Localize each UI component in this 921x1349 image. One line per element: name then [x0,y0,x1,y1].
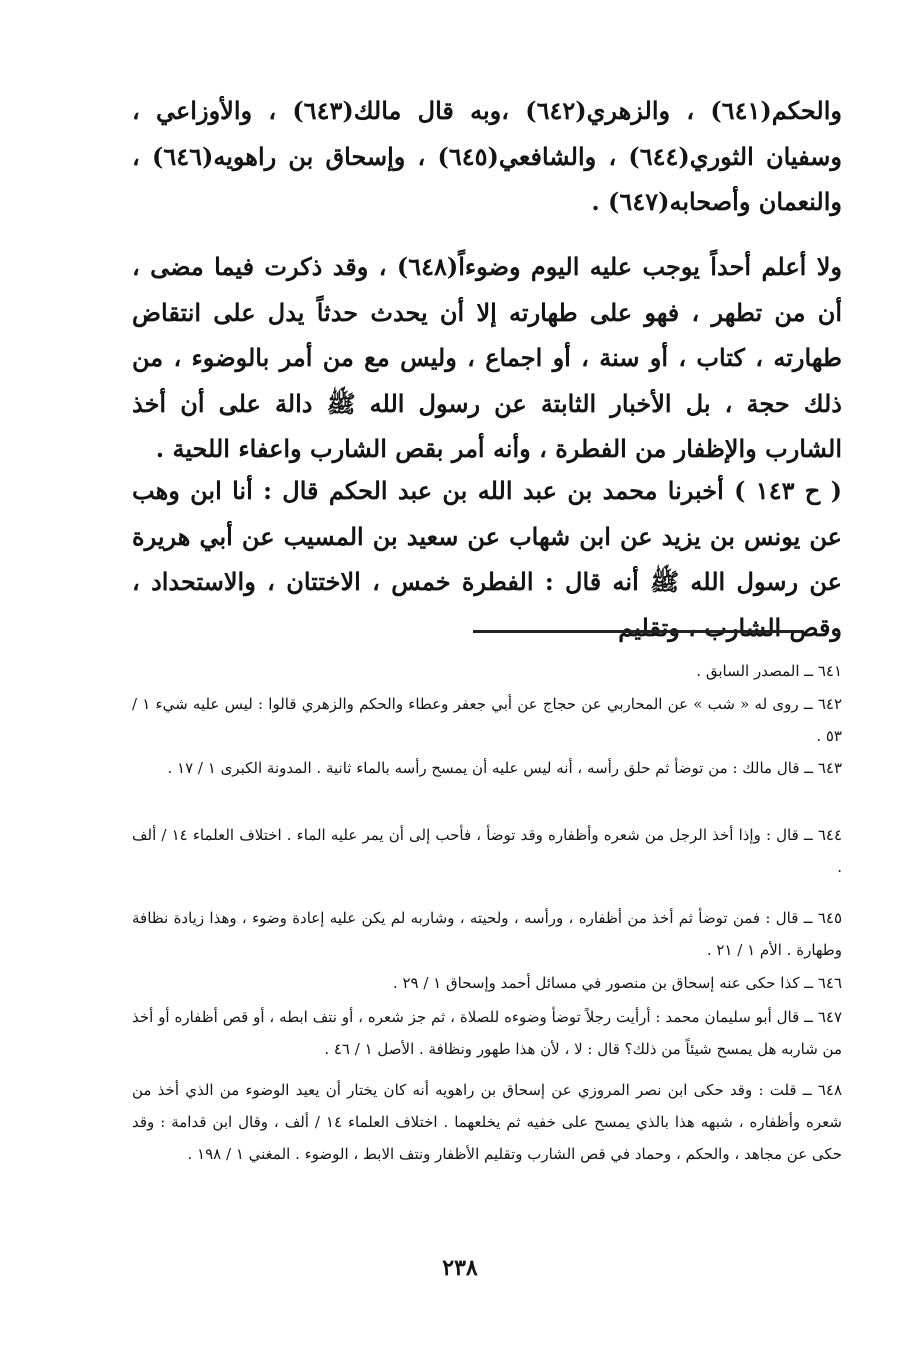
main-text-paragraph-2 [132,244,842,472]
main-text-paragraph-3-hadith [132,468,842,650]
footnote-text: ٦٤٢ ــ روى له « شب » عن المحاربي عن حجاج عن أبي جعفر وعطاء والحكم والزهري قالوا : ليس عليه شيء ١ / ٥٣ . [132,695,842,745]
paragraph-text: ( ح ١٤٣ ) أخبرنا محمد بن عبد الله بن عبد الحكم قال : أنا ابن وهب عن يونس بن يزيد عن ابن شهاب عن سعيد بن المسيب عن أبي هريرة عن رسول الله ﷺ أنه قال : الفطرة خمس ، الاختتان ، والاستحداد ، وقص الشارب ، وتقليم [132,476,842,642]
footnote-643 [132,752,842,784]
footnote-641 [132,655,842,687]
footnote-text: ٦٤٧ ــ قال أبو سليمان محمد : أرأيت رجلاً توضأ وضوءه للصلاة ، ثم جز شعره ، أو نتف ابطه ، أو قص أظفاره أو أخذ من شاربه هل يمسح شيئاً من ذلك؟ قال : لا ، لأن هذا طهور ونظافة . الأصل ١ / ٤٦ . [132,1008,842,1058]
footnote-separator-rule [473,630,803,633]
footnote-text: ٦٤٦ ــ كذا حكى عنه إسحاق بن منصور في مسائل أحمد وإسحاق ١ / ٢٩ . [392,974,842,992]
footnote-648 [132,1074,842,1170]
footnote-645 [132,902,842,966]
footnote-644 [132,819,842,883]
footnote-text: ٦٤٣ ــ قال مالك : من توضأ ثم حلق رأسه ، أنه ليس عليه أن يمسح رأسه بالماء ثانية . المدونة الكبرى ١ / ١٧ . [167,759,842,777]
footnote-646 [132,967,842,999]
paragraph-text: ولا أعلم أحداً يوجب عليه اليوم وضوءاً(٦٤٨) ، وقد ذكرت فيما مضى ، أن من تطهر ، فهو على طهارته إلا أن يحدث حدثاً يدل على انتقاض طهارته ، كتاب ، أو سنة ، أو اجماع ، وليس مع من أمر بالوضوء ، من ذلك حجة ، بل الأخبار الثابتة عن رسول الله ﷺ دالة على أن أخذ الشارب والإظفار من الفطرة ، وأنه أمر بقص الشارب واعفاء اللحية . [132,252,842,463]
footnote-647 [132,1001,842,1065]
paragraph-text: والحكم(٦٤١) ، والزهري(٦٤٢) ،وبه قال مالك(٦٤٣) ، والأوزاعي ، وسفيان الثوري(٦٤٤) ، والشافعي(٦٤٥) ، وإسحاق بن راهويه(٦٤٦) ، والنعمان وأصحابه(٦٤٧) . [132,96,842,216]
footnote-text: ٦٤١ ــ المصدر السابق . [696,662,842,680]
page-number: ٢٣٨ [442,1255,478,1281]
footnote-642 [132,688,842,752]
footnote-text: ٦٤٨ ــ قلت : وقد حكى ابن نصر المروزي عن إسحاق بن راهويه أنه كان يختار أن يعيد الوضوء من الذي أخذ من شعره وأظفاره ، شبهه هذا بالذي يمسح على خفيه ثم يخلعهما . اختلاف العلماء ١٤ / ألف ، وقال ابن قدامة : وقد حكى عن مجاهد ، والحكم ، وحماد في قص الشارب وتقليم الأظفار ونتف الابط ، الوضوء . المغني ١ / ١٩٨ . [132,1081,842,1163]
footnote-text: ٦٤٤ ــ قال : وإذا أخذ الرجل من شعره وأظفاره وقد توضأ ، فأحب إلى أن يمر عليه الماء . اختلاف العلماء ١٤ / ألف . [132,826,842,876]
footnote-text: ٦٤٥ ــ قال : فمن توضأ ثم أخذ من أظفاره ، ورأسه ، ولحيته ، وشاربه لم يكن عليه إعادة وضوء ، وهذا زيادة نظافة وطهارة . الأم ١ / ٢١ . [132,909,842,959]
main-text-paragraph-1 [132,88,842,225]
